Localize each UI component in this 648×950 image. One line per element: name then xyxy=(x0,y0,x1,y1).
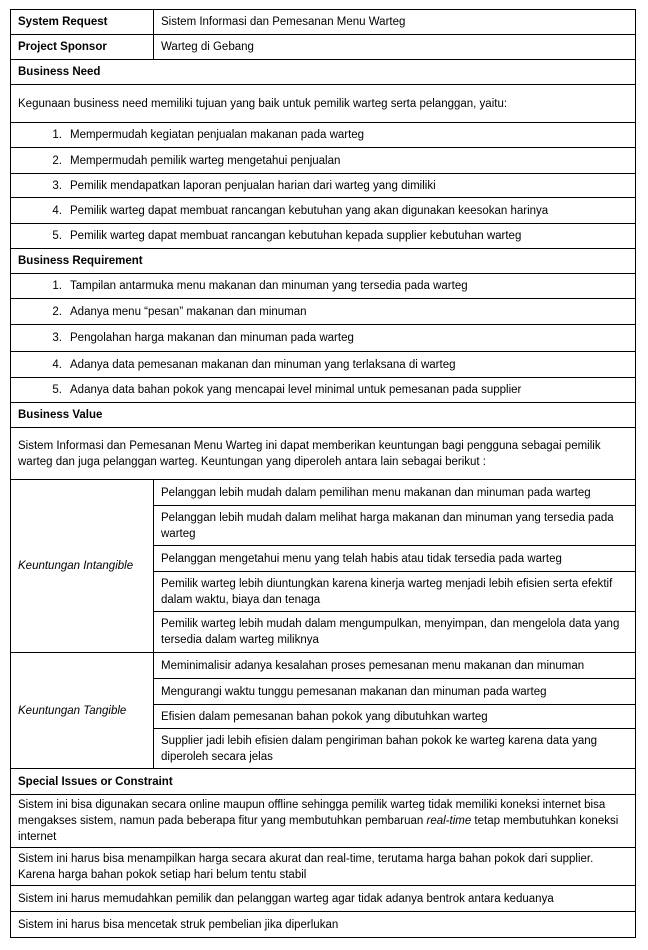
business-requirement-item: 3. Pengolahan harga makanan dan minuman pada warteg xyxy=(11,325,636,352)
intangible-benefit-item: Pelanggan lebih mudah dalam melihat harga makanan dan minuman yang tersedia pada warteg xyxy=(154,506,636,546)
special-issue-item: Sistem ini harus bisa mencetak struk pembelian jika diperlukan xyxy=(11,912,636,938)
business-value-intro: Sistem Informasi dan Pemesanan Menu Warteg ini dapat memberikan keuntungan bagi pengguna sebagai pemilik warteg dan juga pelanggan warteg. Keuntungan yang diperoleh antara lain sebagai berikut : xyxy=(11,428,636,480)
business-requirement-heading: Business Requirement xyxy=(11,249,636,274)
intangible-benefit-item: Pelanggan lebih mudah dalam pemilihan menu makanan dan minuman pada warteg xyxy=(154,480,636,506)
project-sponsor-label: Project Sponsor xyxy=(11,35,154,60)
realtime-term: real-time xyxy=(426,815,472,827)
intangible-benefit-label: Keuntungan Intangible xyxy=(11,480,154,653)
business-need-heading: Business Need xyxy=(11,60,636,85)
business-requirement-item: 1. Tampilan antarmuka menu makanan dan minuman yang tersedia pada warteg xyxy=(11,274,636,299)
business-need-intro: Kegunaan business need memiliki tujuan yang baik untuk pemilik warteg serta pelanggan, yaitu: xyxy=(11,85,636,123)
business-requirement-item: 5. Adanya data bahan pokok yang mencapai level minimal untuk pemesanan pada supplier xyxy=(11,378,636,403)
special-issue-item: Sistem ini harus memudahkan pemilik dan pelanggan warteg agar tidak adanya bentrok antara keduanya xyxy=(11,886,636,912)
tangible-benefit-item: Supplier jadi lebih efisien dalam pengiriman bahan pokok ke warteg karena data yang diperoleh secara jelas xyxy=(154,729,636,769)
business-need-item: 3. Pemilik mendapatkan laporan penjualan harian dari warteg yang dimiliki xyxy=(11,174,636,198)
tangible-benefit-item: Mengurangi waktu tunggu pemesanan makanan dan minuman pada warteg xyxy=(154,679,636,705)
project-sponsor-value: Warteg di Gebang xyxy=(154,35,636,60)
system-request-label: System Request xyxy=(11,10,154,35)
tangible-benefit-item: Meminimalisir adanya kesalahan proses pemesanan menu makanan dan minuman xyxy=(154,653,636,679)
intangible-benefit-item: Pemilik warteg lebih diuntungkan karena kinerja warteg menjadi lebih efisien serta efektif dalam waktu, biaya dan tenaga xyxy=(154,572,636,612)
system-request-document xyxy=(10,9,636,938)
business-need-item: 1. Mempermudah kegiatan penjualan makanan pada warteg xyxy=(11,123,636,148)
business-value-heading: Business Value xyxy=(11,403,636,428)
special-issues-heading: Special Issues or Constraint xyxy=(11,769,636,795)
business-need-item: 5. Pemilik warteg dapat membuat rancangan kebutuhan kepada supplier kebutuhan warteg xyxy=(11,224,636,249)
intangible-benefit-item: Pemilik warteg lebih mudah dalam mengumpulkan, menyimpan, dan mengelola data yang tersedia dalam warteg miliknya xyxy=(154,612,636,653)
tangible-benefit-item: Efisien dalam pemesanan bahan pokok yang dibutuhkan warteg xyxy=(154,705,636,729)
tangible-benefit-label: Keuntungan Tangible xyxy=(11,653,154,769)
business-requirement-item: 4. Adanya data pemesanan makanan dan minuman yang terlaksana di warteg xyxy=(11,352,636,378)
intangible-benefit-item: Pelanggan mengetahui menu yang telah habis atau tidak tersedia pada warteg xyxy=(154,546,636,572)
business-requirement-item: 2. Adanya menu “pesan” makanan dan minuman xyxy=(11,299,636,325)
special-issue-item: Sistem ini bisa digunakan secara online maupun offline sehingga pemilik warteg tidak memiliki koneksi internet bisa mengakses sistem, namun pada beberapa fitur yang membutuhkan pembaruan real-time tetap membutuhkan koneksi internet xyxy=(11,795,636,848)
business-need-item: 4. Pemilik warteg dapat membuat rancangan kebutuhan yang akan digunakan keesokan harinya xyxy=(11,198,636,224)
business-need-item: 2. Mempermudah pemilik warteg mengetahui penjualan xyxy=(11,148,636,174)
system-request-value: Sistem Informasi dan Pemesanan Menu Warteg xyxy=(154,10,636,35)
special-issue-item: Sistem ini harus bisa menampilkan harga secara akurat dan real-time, terutama harga bahan pokok dari supplier. Karena harga bahan pokok setiap hari belum tentu stabil xyxy=(11,848,636,886)
